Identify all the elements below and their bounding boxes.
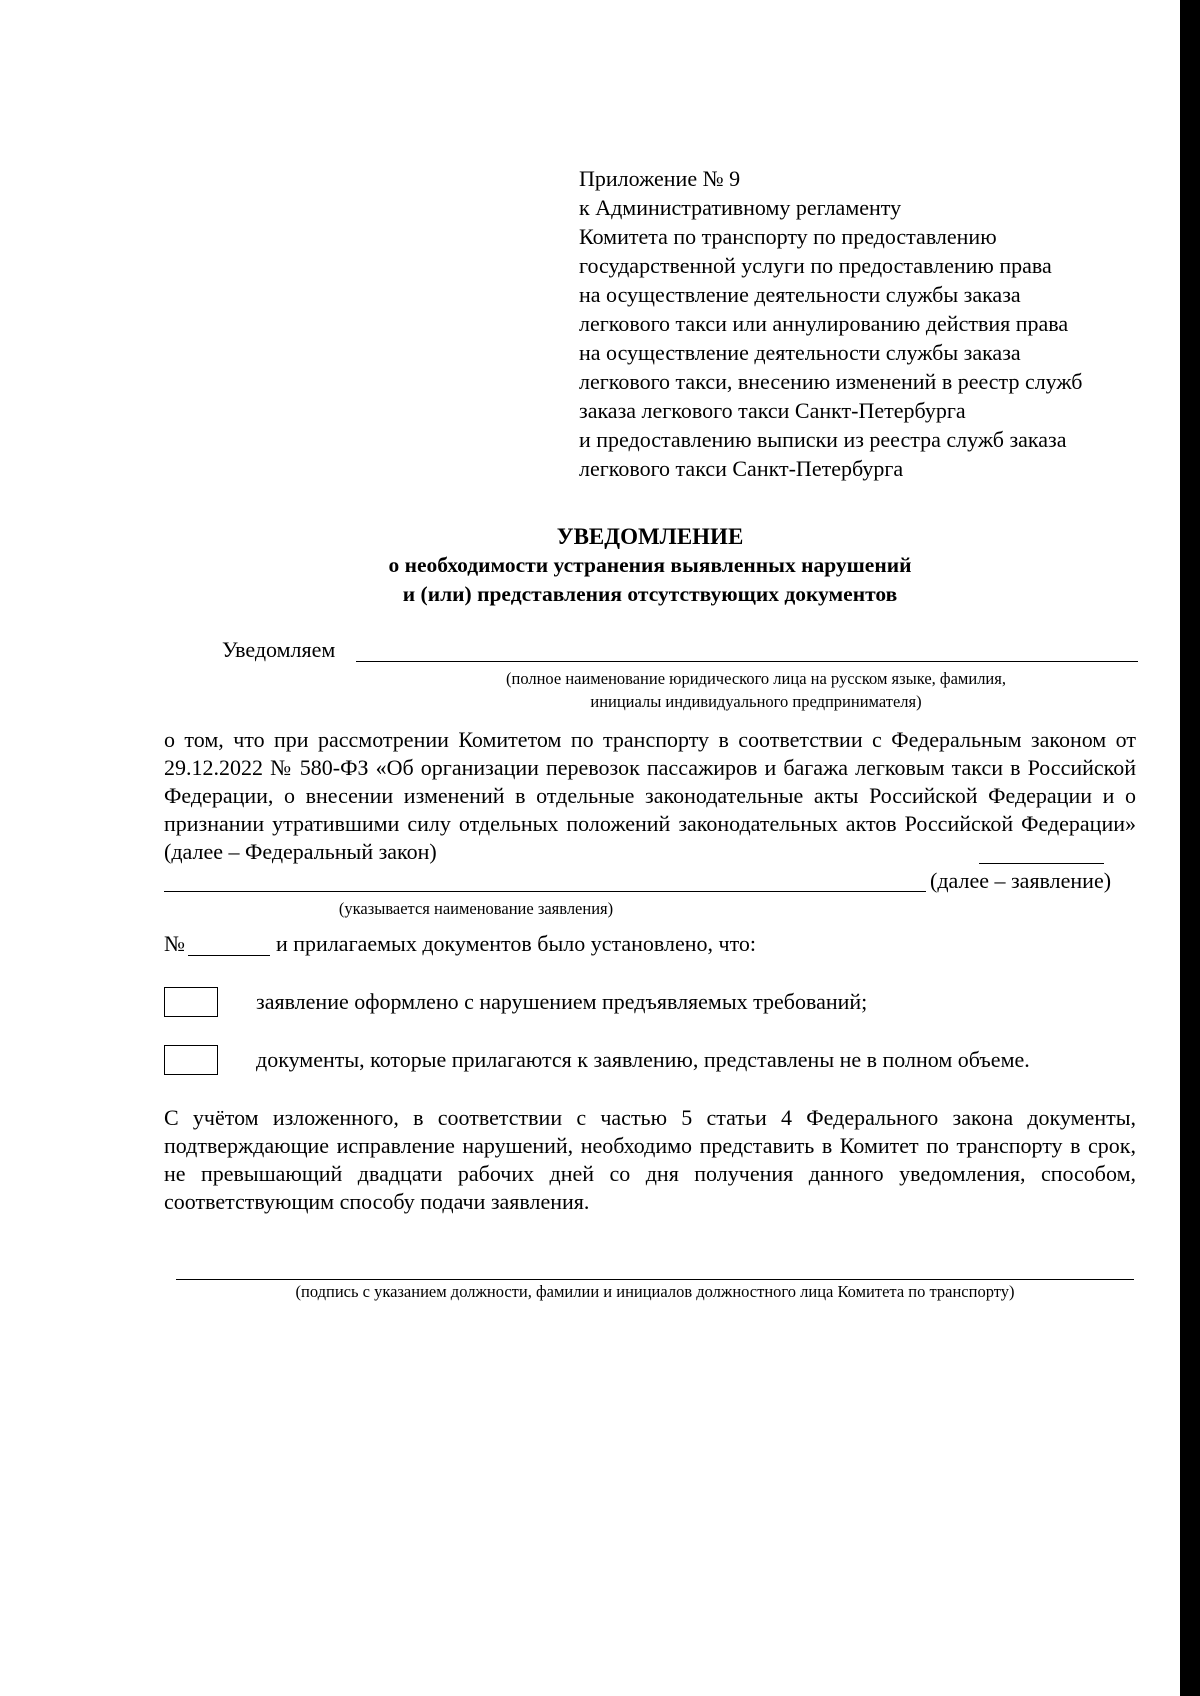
- conclusion-paragraph: С учётом изложенного, в соответствии с частью 5 статьи 4 Федерального закона документы, подтверждающие исправление нарушений, необходимо представить в Комитет по транспорту в срок, не превышающий двадцати рабочих дней со дня получения данного уведомления, способом, соответствующим способу подачи заявления.: [164, 1105, 1136, 1214]
- appendix-line: легкового такси, внесению изменений в реестр служб: [579, 369, 1083, 394]
- violation-checkbox[interactable]: [164, 987, 218, 1017]
- signature-hint: (подпись с указанием должности, фамилии и инициалов должностного лица Комитета по транспорту): [295, 1282, 1015, 1301]
- appendix-header: [579, 164, 1179, 483]
- appendix-line: и предоставлению выписки из реестра служб заказа: [579, 427, 1067, 452]
- application-name-field[interactable]: [164, 891, 926, 892]
- appendix-line: на осуществление деятельности службы заказа: [579, 340, 1021, 365]
- appendix-line: заказа легкового такси Санкт-Петербурга: [579, 398, 966, 423]
- appendix-line: на осуществление деятельности службы заказа: [579, 282, 1021, 307]
- appendix-line: к Административному регламенту: [579, 195, 902, 220]
- number-row-text: и прилагаемых документов было установлено, что:: [276, 931, 757, 956]
- recipient-hint: [356, 667, 1156, 713]
- violation-option-label: заявление оформлено с нарушением предъявляемых требований;: [256, 989, 868, 1014]
- appendix-line: государственной услуги по предоставлению права: [579, 253, 1052, 278]
- application-number-field[interactable]: [188, 955, 270, 956]
- violation-option: [164, 987, 1134, 1021]
- document-subtitle-line-2: и (или) представления отсутствующих документов: [402, 582, 898, 606]
- recipient-row: [222, 637, 1122, 667]
- appendix-line: легкового такси или аннулированию действия права: [579, 311, 1069, 336]
- document-subtitle-line-1: о необходимости устранения выявленных нарушений: [388, 553, 912, 577]
- incomplete-documents-option-label: документы, которые прилагаются к заявлению, представлены не в полном объеме.: [256, 1047, 1030, 1072]
- application-hint: (указывается наименование заявления): [338, 899, 614, 918]
- recipient-hint-line-1: (полное наименование юридического лица на русском языке, фамилия,: [506, 669, 1006, 688]
- document-title: УВЕДОМЛЕНИЕ: [556, 524, 744, 549]
- recipient-hint-line-2: инициалы индивидуального предпринимателя): [590, 692, 922, 711]
- document-title-block: [150, 522, 1150, 609]
- incomplete-documents-option: [164, 1045, 1134, 1079]
- appendix-line: Приложение № 9: [579, 166, 741, 191]
- appendix-line: легкового такси Санкт-Петербурга: [579, 456, 904, 481]
- appendix-line: Комитета по транспорту по предоставлению: [579, 224, 997, 249]
- recipient-label: Уведомляем: [222, 637, 336, 662]
- scan-edge-border: [1180, 0, 1200, 1696]
- application-name-field-start[interactable]: [979, 863, 1104, 864]
- body-paragraph: о том, что при рассмотрении Комитетом по транспорту в соответствии с Федеральным законом от 29.12.2022 № 580-ФЗ «Об организации перевозок пассажиров и багажа легковым такси в Российской Федерации, о внесении изменений в отдельные законодательные акты Российской Федерации и о признании утратившими силу отдельных положений законодательных актов Российской Федерации» (далее – Федеральный закон): [164, 727, 1136, 864]
- recipient-name-field[interactable]: [356, 661, 1138, 662]
- incomplete-documents-checkbox[interactable]: [164, 1045, 218, 1075]
- number-sign: №: [164, 931, 185, 956]
- application-dalee-text: (далее – заявление): [930, 868, 1112, 893]
